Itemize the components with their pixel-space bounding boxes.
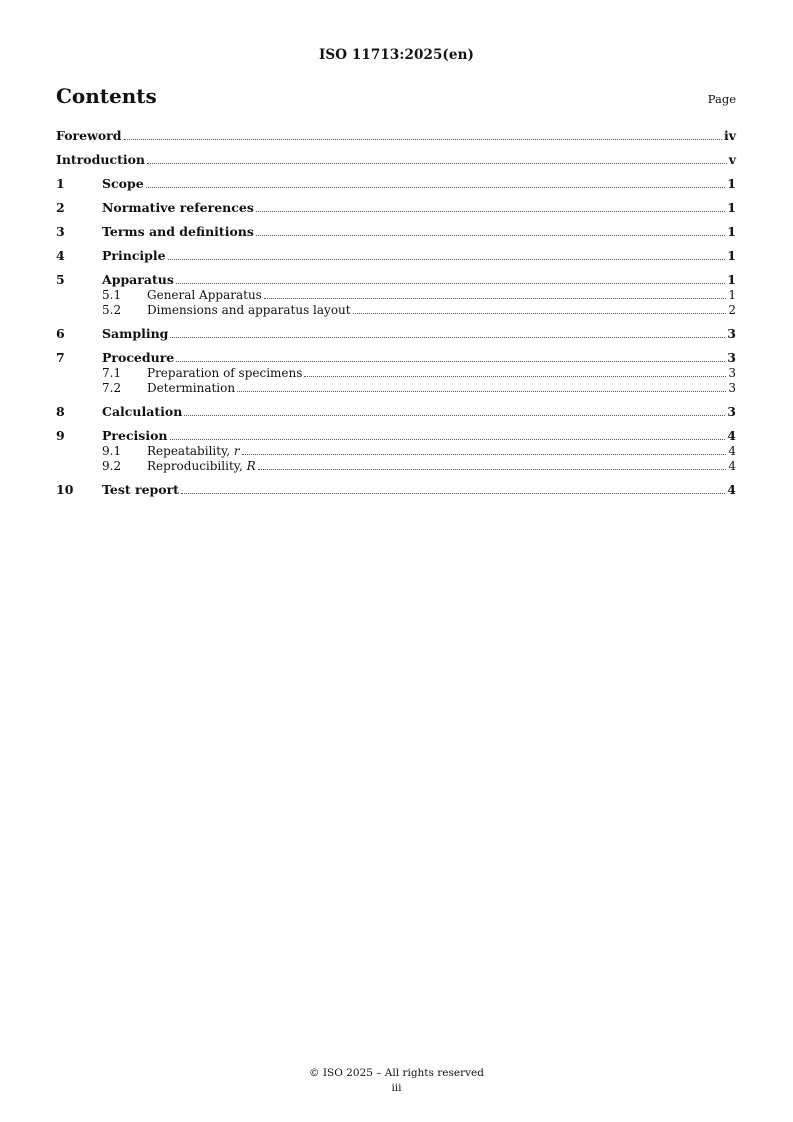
toc-entry[interactable] (56, 444, 736, 459)
toc-entry[interactable] (56, 366, 736, 381)
toc-entry-line (56, 152, 736, 168)
toc-entry-page: 3 (728, 381, 736, 395)
toc-entry-title (102, 248, 167, 264)
table-of-contents (56, 128, 736, 498)
toc-entry[interactable] (56, 303, 736, 318)
document-header: ISO 11713:2025(en) (318, 47, 475, 63)
toc-entry-title-text: Scope (102, 176, 144, 191)
toc-entry-line (102, 482, 736, 498)
toc-entry-line (102, 350, 736, 366)
dot-leader (353, 303, 727, 314)
toc-entry-title (102, 482, 180, 498)
toc-entry-line (102, 200, 736, 216)
dot-leader (237, 381, 726, 392)
toc-entry[interactable] (56, 350, 736, 366)
toc-entry-title-text: Principle (102, 248, 166, 263)
toc-entry-line (147, 459, 736, 474)
page-footer (0, 1066, 793, 1096)
toc-entry-line (102, 248, 736, 264)
toc-entry[interactable] (56, 381, 736, 396)
toc-entry-page: 3 (728, 366, 736, 380)
toc-entry-title-text: General Apparatus (147, 288, 262, 302)
dot-leader (146, 176, 726, 188)
dot-leader (258, 459, 727, 470)
toc-entry-title (56, 128, 123, 144)
toc-entry-title-text: Normative references (102, 200, 254, 215)
toc-entry-line (147, 444, 736, 459)
toc-entry-title (102, 404, 183, 420)
toc-entry-title-text: Foreword (56, 128, 122, 143)
toc-entry-title (102, 224, 255, 240)
toc-entry-title (147, 303, 352, 318)
toc-entry-title (102, 350, 175, 366)
toc-entry-page: 1 (727, 176, 736, 191)
toc-entry-title (102, 326, 169, 342)
toc-entry-number: 2 (56, 200, 65, 215)
toc-entry-title-text: Determination (147, 381, 236, 395)
toc-entry-line (147, 288, 736, 303)
toc-entry-line (147, 381, 736, 396)
toc-entry-title-text: Introduction (56, 152, 146, 167)
toc-entry-page: 4 (727, 482, 736, 497)
toc-entry-title-text: Terms and definitions (102, 224, 254, 239)
toc-entry-number: 9 (56, 428, 65, 443)
dot-leader (304, 366, 726, 377)
dot-leader (176, 350, 725, 362)
toc-entry-title (102, 272, 175, 288)
toc-entry-title (147, 459, 257, 474)
dot-leader (264, 288, 727, 299)
toc-entry-number: 5.2 (102, 303, 122, 317)
toc-entry-title-text: Preparation of specimens (147, 366, 303, 380)
toc-entry-line (102, 224, 736, 240)
toc-entry-title (147, 444, 241, 459)
toc-entry[interactable] (56, 404, 736, 420)
toc-entry-line (102, 428, 736, 444)
toc-entry-title (102, 176, 145, 192)
toc-entry-page: 4 (728, 459, 736, 473)
toc-entry[interactable] (56, 272, 736, 288)
toc-entry-line (102, 176, 736, 192)
dot-leader (256, 224, 725, 236)
toc-entry-line (147, 303, 736, 318)
toc-entry-number: 1 (56, 176, 65, 191)
toc-entry-page: 1 (728, 288, 736, 302)
toc-entry-line (102, 272, 736, 288)
copyright-notice: © ISO 2025 – All rights reserved (309, 1067, 484, 1079)
dot-leader (176, 272, 725, 284)
toc-entry-title (102, 428, 169, 444)
toc-entry-number: 3 (56, 224, 65, 239)
dot-leader (242, 444, 727, 455)
toc-entry-title-text: Apparatus (102, 272, 174, 287)
toc-entry[interactable] (56, 128, 736, 144)
toc-entry-number: 7.2 (102, 381, 122, 395)
dot-leader (124, 128, 722, 140)
dot-leader (170, 326, 725, 338)
dot-leader (256, 200, 725, 212)
toc-entry-number: 5.1 (102, 288, 122, 302)
toc-entry-title-text: Calculation (102, 404, 183, 419)
toc-entry-title (147, 381, 236, 396)
toc-entry[interactable] (56, 200, 736, 216)
toc-entry-page: 1 (727, 248, 736, 263)
toc-entry-symbol: R (246, 459, 256, 473)
toc-entry-title (56, 152, 146, 168)
toc-entry-number: 9.1 (102, 444, 122, 458)
toc-entry-line (102, 326, 736, 342)
toc-entry-page: v (728, 152, 736, 167)
toc-entry-page: 3 (727, 326, 736, 341)
toc-entry-number: 7 (56, 350, 65, 365)
toc-entry[interactable] (56, 224, 736, 240)
toc-entry-page: 3 (727, 350, 736, 365)
toc-entry-number: 7.1 (102, 366, 122, 380)
dot-leader (181, 482, 725, 494)
toc-entry[interactable] (56, 459, 736, 474)
toc-entry-page: 4 (727, 428, 736, 443)
toc-entry[interactable] (56, 428, 736, 444)
toc-entry[interactable] (56, 482, 736, 498)
toc-entry-number: 8 (56, 404, 65, 419)
toc-entry-page: 4 (728, 444, 736, 458)
toc-entry[interactable] (56, 326, 736, 342)
page-column-label: Page (707, 92, 736, 106)
toc-entry-page: iv (723, 128, 736, 143)
dot-leader (168, 248, 726, 260)
contents-title: Contents (56, 84, 157, 108)
toc-entry-title (147, 366, 303, 381)
toc-entry-title-text: Dimensions and apparatus layout (147, 303, 351, 317)
toc-entry-title-text: Precision (102, 428, 168, 443)
toc-entry-page: 1 (727, 200, 736, 215)
toc-entry-page: 2 (728, 303, 736, 317)
toc-entry-line (102, 404, 736, 420)
toc-entry-number: 4 (56, 248, 65, 263)
toc-entry-title-text: Procedure (102, 350, 175, 365)
toc-entry-line (147, 366, 736, 381)
toc-entry-number: 5 (56, 272, 65, 287)
toc-entry-number: 10 (56, 482, 74, 497)
toc-entry[interactable] (56, 248, 736, 264)
contents-title-row (56, 84, 736, 112)
toc-entry-title (102, 200, 255, 216)
toc-entry-title-text: Reproducibility, (147, 459, 247, 473)
toc-entry-title-text: Sampling (102, 326, 169, 341)
dot-leader (184, 404, 725, 416)
toc-entry-title-text: Test report (102, 482, 179, 497)
page-number: iii (391, 1082, 402, 1094)
toc-entry-page: 1 (727, 272, 736, 287)
toc-entry-page: 3 (727, 404, 736, 419)
toc-entry-number: 9.2 (102, 459, 122, 473)
toc-entry[interactable] (56, 288, 736, 303)
dot-leader (147, 152, 727, 164)
dot-leader (170, 428, 726, 440)
toc-entry-page: 1 (727, 224, 736, 239)
toc-entry[interactable] (56, 152, 736, 168)
toc-entry-line (56, 128, 736, 144)
toc-entry-symbol: r (233, 444, 240, 458)
toc-entry[interactable] (56, 176, 736, 192)
toc-entry-title-text: Repeatability, (147, 444, 234, 458)
toc-entry-title (147, 288, 263, 303)
toc-entry-number: 6 (56, 326, 65, 341)
